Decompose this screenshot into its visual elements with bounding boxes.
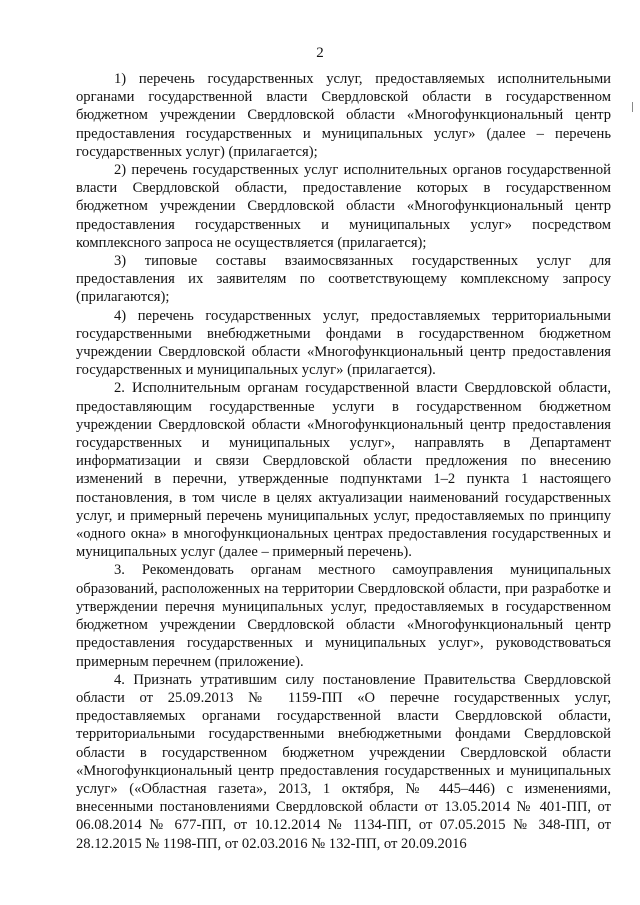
- paragraph-item-3: 3) типовые составы взаимосвязанных государственных услуг для предоставления их заявителям по соответствующему комплексному запросу (прилагаются);: [76, 253, 611, 306]
- paragraph-clause-2: 2. Исполнительным органам государственной власти Свердловской области, предоставляющим государственные услуги в государственном бюджетном учреждении Свердловской области «Многофункциональный центр предоставления государственных и муниципальных услуг», направлять в Департамент информатизации и связи Свердловской области предложения по внесению изменений в перечни, утвержденные подпунктами 1–2 пункта 1 настоящего постановления, в том числе в целях актуализации наименований государственных услуг, и примерный перечень муниципальных услуг, предоставляемых по принципу «одного окна» в многофункциональных центрах предоставления государственных и муниципальных услуг (далее – примерный перечень).: [76, 380, 611, 561]
- paragraph-item-1: 1) перечень государственных услуг, предоставляемых исполнительными органами государственной власти Свердловской области в государственном бюджетном учреждении Свердловской области «Многофункциональный центр предоставления государственных и муниципальных услуг» (далее – перечень государственных услуг) (прилагается);: [76, 71, 611, 160]
- paragraph-item-2: 2) перечень государственных услуг исполнительных органов государственной власти Свердловской области, предоставление которых в государственном бюджетном учреждении Свердловской области «Многофункциональный центр предоставления государственных и муниципальных услуг» посредством комплексного запроса не осуществляется (прилагается);: [76, 162, 611, 251]
- paragraph-clause-4: 4. Признать утратившим силу постановление Правительства Свердловской области от 25.09.2013 № 1159-ПП «О перечне государственных услуг, предоставляемых органами государственной власти Свердловской области, территориальными государственными внебюджетными фондами Свердловской области в государственном бюджетном учреждении Свердловской области «Многофункциональный центр предоставления государственных и муниципальных услуг» («Областная газета», 2013, 1 октября, № 445–446) с изменениями, внесенными постановлениями Свердловской области от 13.05.2014 № 401-ПП, от 06.08.2014 № 677-ПП, от 10.12.2014 № 1134-ПП, от 07.05.2015 № 348-ПП, от 28.12.2015 № 1198-ПП, от 02.03.2016 № 132-ПП, от 20.09.2016: [76, 671, 611, 852]
- page-number: 2: [316, 45, 324, 61]
- margin-mark: [632, 102, 633, 112]
- document-body: [76, 70, 611, 853]
- paragraph-item-4: 4) перечень государственных услуг, предоставляемых территориальными государственными внебюджетными фондами в государственном бюджетном учреждении Свердловской области «Многофункциональный центр предоставления государственных и муниципальных услуг» (прилагается).: [76, 307, 611, 379]
- paragraph-clause-3: 3. Рекомендовать органам местного самоуправления муниципальных образований, расположенных на территории Свердловской области, при разработке и утверждении перечня муниципальных услуг, предоставляемых в государственном бюджетном учреждении Свердловской области «Многофункциональный центр предоставления государственных и муниципальных услуг», руководствоваться примерным перечнем (приложение).: [76, 562, 611, 670]
